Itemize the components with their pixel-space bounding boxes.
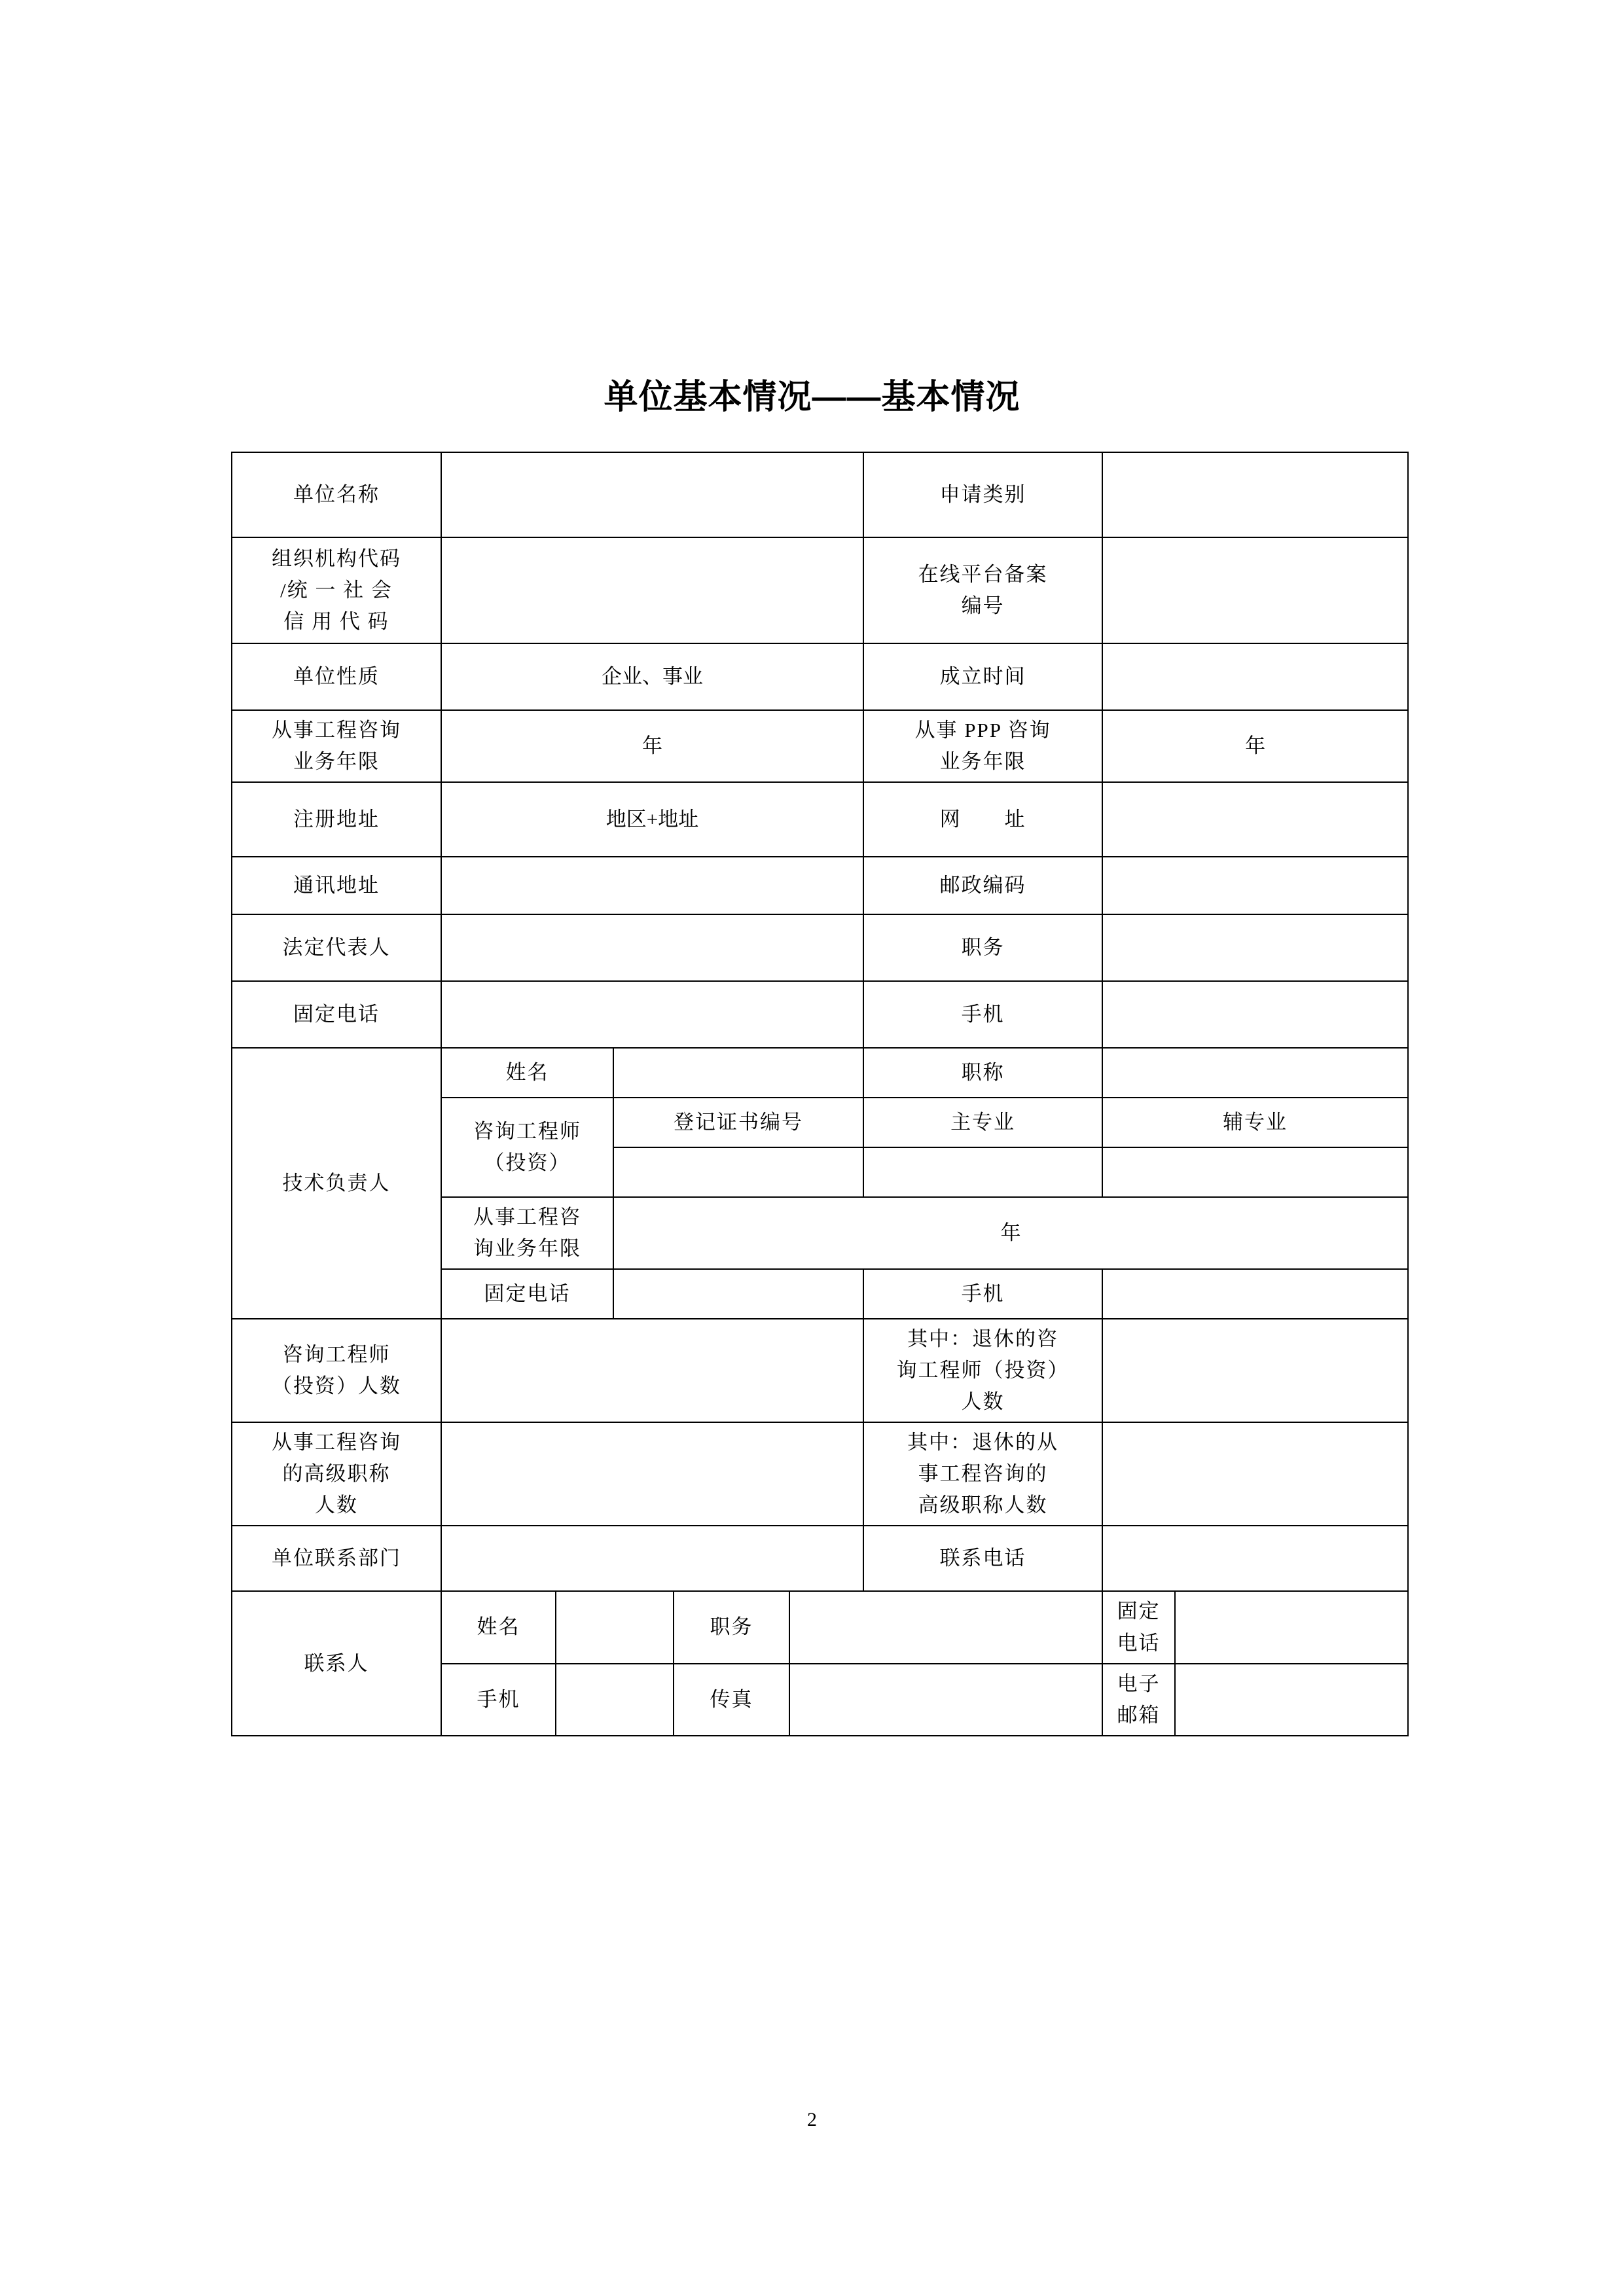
label-org-code xyxy=(232,537,441,643)
label-postcode: 邮政编码 xyxy=(863,857,1102,914)
label-tech-leader-mobile: 手机 xyxy=(863,1269,1102,1319)
label-senior-title-line3: 人数 xyxy=(315,1494,358,1517)
label-ppp-consult-years xyxy=(863,710,1102,782)
label-retired-ce-line2: 询工程师（投资） xyxy=(896,1359,1070,1382)
label-eng-consult-years-line1: 从事工程咨询 xyxy=(272,719,401,742)
label-sub-major: 辅专业 xyxy=(1102,1098,1408,1147)
field-contact-mobile[interactable] xyxy=(556,1664,674,1736)
field-cert-no[interactable] xyxy=(613,1147,863,1197)
label-consult-engineer-count-line2: （投资）人数 xyxy=(272,1374,401,1398)
label-tech-leader-eng-years xyxy=(441,1197,613,1269)
table-row-senior-title-count xyxy=(232,1422,1408,1526)
label-retired-senior-title xyxy=(863,1422,1102,1526)
field-found-time[interactable] xyxy=(1102,643,1408,710)
field-eng-consult-years[interactable]: 年 xyxy=(441,710,863,782)
label-eng-consult-years xyxy=(232,710,441,782)
label-retired-senior-line1: 其中：退休的从 xyxy=(907,1431,1059,1454)
label-org-code-line2: /统 一 社 会 xyxy=(280,578,393,601)
label-tech-leader: 技术负责人 xyxy=(232,1048,441,1319)
label-contact-position: 职务 xyxy=(674,1591,789,1663)
field-unit-name[interactable] xyxy=(441,452,863,537)
label-consult-engineer-count xyxy=(232,1319,441,1422)
field-reg-address[interactable]: 地区+地址 xyxy=(441,782,863,857)
label-senior-title-line1: 从事工程咨询 xyxy=(272,1431,401,1454)
label-senior-title-count xyxy=(232,1422,441,1526)
label-tech-leader-eng-years-line1: 从事工程咨 xyxy=(473,1206,581,1229)
field-legal-rep[interactable] xyxy=(441,914,863,981)
table-row-consult-years xyxy=(232,710,1408,782)
field-senior-title-count[interactable] xyxy=(441,1422,863,1526)
label-retired-senior-line3: 高级职称人数 xyxy=(918,1494,1048,1517)
unit-basic-info-table xyxy=(231,452,1409,1736)
label-online-record-line2: 编号 xyxy=(961,594,1005,617)
field-contact-landline[interactable] xyxy=(1175,1591,1408,1663)
field-online-record[interactable] xyxy=(1102,537,1408,643)
label-position: 职务 xyxy=(863,914,1102,981)
label-landline: 固定电话 xyxy=(232,981,441,1048)
label-consult-engineer-count-line1: 咨询工程师 xyxy=(282,1343,391,1367)
table-row-mail-address xyxy=(232,857,1408,914)
field-main-major[interactable] xyxy=(863,1147,1102,1197)
field-mobile[interactable] xyxy=(1102,981,1408,1048)
label-unit-nature: 单位性质 xyxy=(232,643,441,710)
label-unit-contact-phone: 联系电话 xyxy=(863,1526,1102,1591)
label-contact-email: 电子邮箱 xyxy=(1102,1664,1175,1736)
field-org-code[interactable] xyxy=(441,537,863,643)
field-retired-consult-engineer[interactable] xyxy=(1102,1319,1408,1422)
field-position[interactable] xyxy=(1102,914,1408,981)
field-contact-fax[interactable] xyxy=(789,1664,1102,1736)
label-consult-engineer-line2: （投资） xyxy=(484,1151,571,1175)
field-tech-leader-landline[interactable] xyxy=(613,1269,863,1319)
label-mail-address: 通讯地址 xyxy=(232,857,441,914)
field-website[interactable] xyxy=(1102,782,1408,857)
label-mobile: 手机 xyxy=(863,981,1102,1048)
label-ppp-consult-years-line2: 业务年限 xyxy=(939,750,1026,774)
label-main-major: 主专业 xyxy=(863,1098,1102,1147)
label-reg-address: 注册地址 xyxy=(232,782,441,857)
field-unit-nature[interactable]: 企业、事业 xyxy=(441,643,863,710)
field-sub-major[interactable] xyxy=(1102,1147,1408,1197)
field-postcode[interactable] xyxy=(1102,857,1408,914)
table-row-reg-address xyxy=(232,782,1408,857)
label-tech-leader-title: 职称 xyxy=(863,1048,1102,1098)
field-ppp-consult-years[interactable]: 年 xyxy=(1102,710,1408,782)
label-consult-engineer-line1: 咨询工程师 xyxy=(473,1120,581,1143)
label-org-code-line3: 信 用 代 码 xyxy=(283,610,389,634)
label-tech-leader-eng-years-line2: 询业务年限 xyxy=(473,1237,581,1261)
field-tech-leader-name[interactable] xyxy=(613,1048,863,1098)
field-apply-type[interactable] xyxy=(1102,452,1408,537)
label-contact-person: 联系人 xyxy=(232,1591,441,1735)
label-tech-leader-name: 姓名 xyxy=(441,1048,613,1098)
field-contact-email[interactable] xyxy=(1175,1664,1408,1736)
table-row-landline xyxy=(232,981,1408,1048)
field-tech-leader-title[interactable] xyxy=(1102,1048,1408,1098)
label-retired-ce-line3: 人数 xyxy=(961,1390,1005,1414)
label-legal-rep: 法定代表人 xyxy=(232,914,441,981)
field-contact-name[interactable] xyxy=(556,1591,674,1663)
table-row-unit-nature xyxy=(232,643,1408,710)
field-landline[interactable] xyxy=(441,981,863,1048)
label-contact-name: 姓名 xyxy=(441,1591,556,1663)
label-online-record xyxy=(863,537,1102,643)
field-tech-leader-eng-years[interactable]: 年 xyxy=(613,1197,1408,1269)
label-retired-ce-line1: 其中：退休的咨 xyxy=(907,1327,1059,1351)
label-online-record-line1: 在线平台备案 xyxy=(918,562,1048,586)
field-retired-senior-title[interactable] xyxy=(1102,1422,1408,1526)
field-consult-engineer-count[interactable] xyxy=(441,1319,863,1422)
table-row-tech-leader-name xyxy=(232,1048,1408,1098)
label-org-code-line1: 组织机构代码 xyxy=(272,547,401,570)
field-tech-leader-mobile[interactable] xyxy=(1102,1269,1408,1319)
label-cert-no: 登记证书编号 xyxy=(613,1098,863,1147)
label-contact-mobile: 手机 xyxy=(441,1664,556,1736)
label-retired-senior-line2: 事工程咨询的 xyxy=(918,1462,1048,1486)
label-contact-fax: 传真 xyxy=(674,1664,789,1736)
label-eng-consult-years-line2: 业务年限 xyxy=(293,750,380,774)
table-row-legal-rep xyxy=(232,914,1408,981)
field-mail-address[interactable] xyxy=(441,857,863,914)
label-contact-landline: 固定电话 xyxy=(1102,1591,1175,1663)
page-number: 2 xyxy=(807,2109,817,2130)
label-senior-title-line2: 的高级职称 xyxy=(282,1462,391,1486)
label-tech-leader-landline: 固定电话 xyxy=(441,1269,613,1319)
label-consult-engineer xyxy=(441,1098,613,1197)
label-website: 网 址 xyxy=(863,782,1102,857)
label-unit-name: 单位名称 xyxy=(232,452,441,537)
label-apply-type: 申请类别 xyxy=(863,452,1102,537)
table-row-contact-person-1 xyxy=(232,1591,1408,1663)
label-unit-contact-dept: 单位联系部门 xyxy=(232,1526,441,1591)
table-row-consult-engineer-count xyxy=(232,1319,1408,1422)
label-found-time: 成立时间 xyxy=(863,643,1102,710)
table-row-org-code xyxy=(232,537,1408,643)
table-row-unit-name xyxy=(232,452,1408,537)
field-contact-position[interactable] xyxy=(789,1591,1102,1663)
field-unit-contact-dept[interactable] xyxy=(441,1526,863,1591)
table-row-unit-contact-dept xyxy=(232,1526,1408,1591)
label-retired-consult-engineer xyxy=(863,1319,1102,1422)
label-ppp-consult-years-line1: 从事 PPP 咨询 xyxy=(914,719,1051,742)
field-unit-contact-phone[interactable] xyxy=(1102,1526,1408,1591)
page-title: 单位基本情况——基本情况 xyxy=(604,378,1020,416)
